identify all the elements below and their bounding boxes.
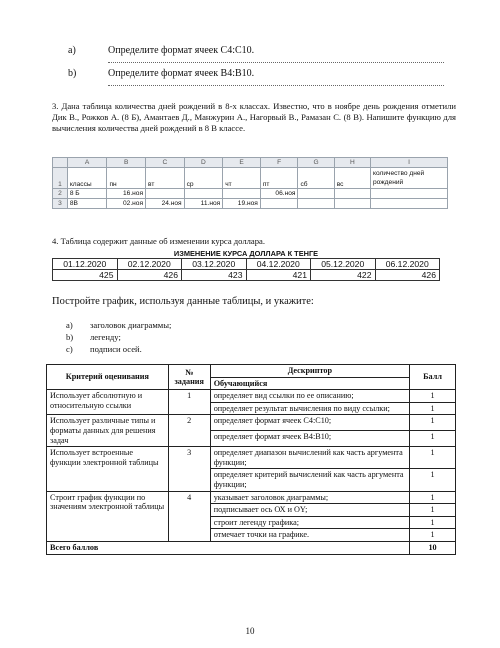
descriptor-text: определяет результат вычисления по виду ссылки; <box>210 402 409 415</box>
values-row <box>53 270 440 281</box>
score-value: 1 <box>410 504 456 517</box>
col-header: F <box>260 158 298 168</box>
cell: количество дней рождений <box>371 168 448 189</box>
item-a-text: Определите формат ячеек С4:С10. <box>108 45 255 56</box>
task-number: 1 <box>168 390 210 415</box>
criteria-header <box>47 365 456 378</box>
header-criterion: Критерий оценивания <box>47 365 169 390</box>
cell <box>298 199 334 209</box>
score-value: 1 <box>410 390 456 403</box>
rate-value: 421 <box>246 270 311 281</box>
total-label: Всего баллов <box>47 541 410 554</box>
task4-text: 4. Таблица содержит данные об изменении курса доллара. <box>52 236 265 246</box>
score-value: 1 <box>410 415 456 431</box>
sheet-row-1 <box>53 168 448 189</box>
descriptor-text: определяет диапазон вычислений как часть аргумента функции; <box>210 447 409 469</box>
criteria-row <box>47 390 456 403</box>
cell: 02.ноя <box>107 199 146 209</box>
task-number: 3 <box>168 447 210 491</box>
cell <box>184 189 223 199</box>
cell: ср <box>184 168 223 189</box>
col-header: E <box>223 158 261 168</box>
page-number: 10 <box>245 626 255 636</box>
row-number: 2 <box>53 189 68 199</box>
score-value: 1 <box>410 516 456 529</box>
col-header: D <box>184 158 223 168</box>
score-value: 1 <box>410 402 456 415</box>
criteria-row <box>47 447 456 469</box>
cell <box>146 189 185 199</box>
criterion-text: Использует встроенные функции электронной таблицы <box>47 447 169 491</box>
descriptor-text: определяет формат ячеек В4:В10; <box>210 431 409 447</box>
col-header: H <box>334 158 370 168</box>
cell: 19.ноя <box>223 199 261 209</box>
descriptor-text: строит легенду графика; <box>210 516 409 529</box>
cell: классы <box>67 168 107 189</box>
cell <box>298 189 334 199</box>
cell: 8В <box>67 199 107 209</box>
sheet-row-3 <box>53 199 448 209</box>
header-descriptor: Дескриптор <box>210 365 409 378</box>
answer-line-a <box>108 62 444 63</box>
task-number: 2 <box>168 415 210 447</box>
descriptor-text: определяет критерий вычислений как часть аргумента функции; <box>210 469 409 491</box>
cell: 24.ноя <box>146 199 185 209</box>
cell: пн <box>107 168 146 189</box>
cell <box>334 199 370 209</box>
rate-value: 426 <box>117 270 182 281</box>
cell: 8 Б <box>67 189 107 199</box>
chart-item-text: легенду; <box>90 332 121 342</box>
task3-text: 3. Дана таблица количества дней рождений в 8-х классах. Известно, что в ноябре день рождения отметили Дик В., Рожков А. (8 Б), Амантаев Д., Манжурин А., Нагорвый В., Рамазан С. (8 В). Напишите функцию для вычисления количества дней рождений в 8 В классе. <box>52 101 456 133</box>
descriptor-text: указывает заголовок диаграммы; <box>210 491 409 504</box>
criterion-text: Строит график функции по значениям электронной таблицы <box>47 491 169 541</box>
date-cell: 06.12.2020 <box>375 259 440 270</box>
total-value: 10 <box>410 541 456 554</box>
header-score: Балл <box>410 365 456 390</box>
header-student: Обучающийся <box>210 377 409 390</box>
date-cell: 02.12.2020 <box>117 259 182 270</box>
col-header: C <box>146 158 185 168</box>
item-b-letter: b) <box>68 68 77 79</box>
chart-item-text: подписи осей. <box>90 344 142 354</box>
rate-value: 422 <box>311 270 376 281</box>
descriptor-text: определяет вид ссылки по ее описанию; <box>210 390 409 403</box>
cell: сб <box>298 168 334 189</box>
row-number: 3 <box>53 199 68 209</box>
cell: 16.ноя <box>107 189 146 199</box>
rate-value: 423 <box>182 270 247 281</box>
col-header: G <box>298 158 334 168</box>
col-header: A <box>67 158 107 168</box>
cell: вс <box>334 168 370 189</box>
answer-line-b <box>108 85 444 86</box>
date-cell: 05.12.2020 <box>311 259 376 270</box>
cell: чт <box>223 168 261 189</box>
dollar-rate-title: ИЗМЕНЕНИЕ КУРСА ДОЛЛАРА К ТЕНГЕ <box>173 249 319 258</box>
date-cell: 01.12.2020 <box>53 259 118 270</box>
cell <box>260 199 298 209</box>
cell: 11.ноя <box>184 199 223 209</box>
criteria-row <box>47 415 456 431</box>
item-b-text: Определите формат ячеек В4:В10. <box>108 68 255 79</box>
rate-value: 425 <box>53 270 118 281</box>
cell: вт <box>146 168 185 189</box>
criteria-row <box>47 491 456 504</box>
chart-item-letter: c) <box>66 344 73 354</box>
sheet-corner <box>53 158 68 168</box>
date-cell: 03.12.2020 <box>182 259 247 270</box>
descriptor-text: подписывает ось ОХ и ОY; <box>210 504 409 517</box>
task-number: 4 <box>168 491 210 541</box>
row-number: 1 <box>53 168 68 189</box>
total-row <box>47 541 456 554</box>
score-value: 1 <box>410 491 456 504</box>
score-value: 1 <box>410 447 456 469</box>
score-value: 1 <box>410 529 456 542</box>
birthday-spreadsheet <box>52 157 448 209</box>
cell: 06.ноя <box>260 189 298 199</box>
dollar-rate-table <box>52 249 440 281</box>
cell <box>371 189 448 199</box>
score-value: 1 <box>410 431 456 447</box>
dates-row <box>53 259 440 270</box>
rate-value: 426 <box>375 270 440 281</box>
sheet-row-2 <box>53 189 448 199</box>
cell: пт <box>260 168 298 189</box>
criterion-text: Использует различные типы и форматы данных для решения задач <box>47 415 169 447</box>
sheet-column-headers <box>53 158 448 168</box>
cell <box>334 189 370 199</box>
criteria-table <box>46 364 456 555</box>
descriptor-text: определяет формат ячеек С4:С10; <box>210 415 409 431</box>
date-cell: 04.12.2020 <box>246 259 311 270</box>
chart-item-letter: a) <box>66 320 73 330</box>
chart-item-letter: b) <box>66 332 74 342</box>
build-chart-text: Постройте график, используя данные таблицы, и укажите: <box>52 296 314 307</box>
score-value: 1 <box>410 469 456 491</box>
col-header: B <box>107 158 146 168</box>
cell <box>223 189 261 199</box>
chart-item-text: заголовок диаграммы; <box>90 320 172 330</box>
col-header: I <box>371 158 448 168</box>
criterion-text: Использует абсолютную и относительную ссылки <box>47 390 169 415</box>
cell <box>371 199 448 209</box>
item-a-letter: а) <box>68 45 76 56</box>
header-task-number: № задания <box>168 365 210 390</box>
descriptor-text: отмечает точки на графике. <box>210 529 409 542</box>
